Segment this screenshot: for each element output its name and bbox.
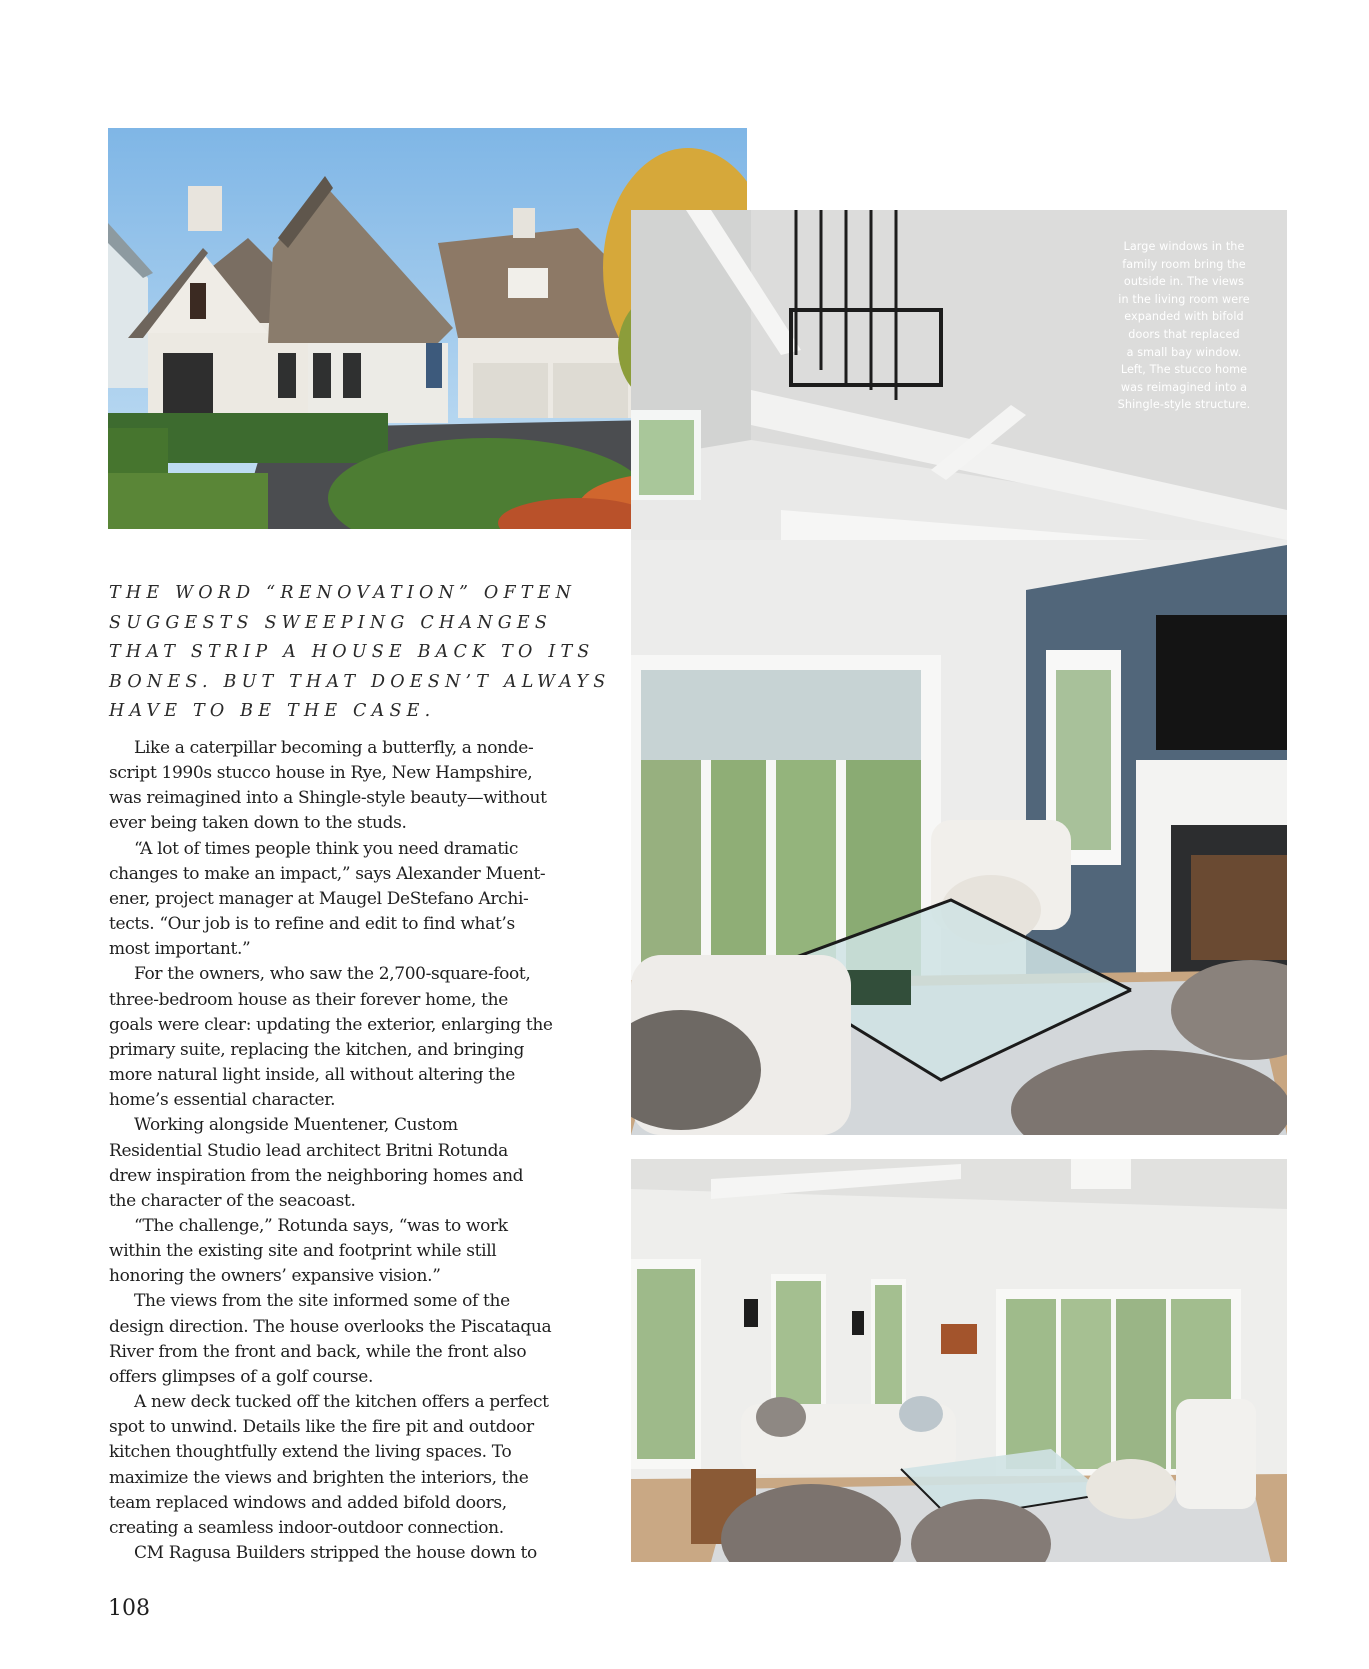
living-room-photo [631,1159,1287,1562]
caption-line: doors that replaced [1128,327,1240,341]
body-line: offers glimpses of a golf course. [109,1366,373,1387]
caption-line: was reimagined into a [1120,380,1248,394]
caption-line: family room bring the [1122,257,1246,271]
body-line: changes to make an impact,” says Alexander Muent- [109,863,546,884]
body-line: goals were clear: updating the exterior, enlarging the [109,1014,553,1035]
body-line: creating a seamless indoor-outdoor connection. [109,1517,504,1538]
body-line: script 1990s stucco house in Rye, New Hampshire, [109,763,533,784]
body-line: CM Ragusa Builders stripped the house down to [134,1543,537,1563]
lede-line: BONES. BUT THAT DOESN’T ALWAYS [109,671,611,692]
article-body [109,736,609,1566]
body-line: most important.” [109,939,251,960]
body-line: was reimagined into a Shingle-style beauty—without [109,788,547,809]
body-line: the character of the seacoast. [109,1190,356,1211]
page-number: 108 [108,1596,150,1621]
body-line: kitchen thoughtfully extend the living spaces. To [109,1442,512,1463]
body-line: “A lot of times people think you need dramatic [134,838,519,859]
lede-line: THAT STRIP A HOUSE BACK TO ITS [109,642,595,663]
photo-caption [1104,238,1264,414]
caption-line: Shingle-style structure. [1117,398,1251,412]
body-line: River from the front and back, while the front also [109,1341,527,1362]
body-line: maximize the views and brighten the interiors, the [109,1467,529,1488]
caption-line: expanded with bifold [1124,310,1244,324]
body-line: “The challenge,” Rotunda says, “was to work [134,1215,508,1236]
body-line: Like a caterpillar becoming a butterfly, a nonde- [134,738,534,758]
lede-line: SUGGESTS SWEEPING CHANGES [109,612,553,633]
caption-line: Large windows in the [1123,240,1245,253]
article-lede [109,579,609,727]
body-line: ever being taken down to the studs. [109,813,407,834]
body-line: Working alongside Muentener, Custom [134,1115,458,1136]
body-line: team replaced windows and added bifold doors, [109,1492,507,1513]
caption-line: outside in. The views [1123,275,1245,289]
caption-line: a small bay window. [1126,345,1242,359]
lede-line: THE WORD “RENOVATION” OFTEN [109,583,577,603]
body-line: Residential Studio lead architect Britni Rotunda [109,1140,508,1161]
body-line: A new deck tucked off the kitchen offers a perfect [134,1392,549,1413]
body-line: tects. “Our job is to refine and edit to find what’s [109,914,515,935]
body-line: spot to unwind. Details like the fire pit and outdoor [109,1417,534,1438]
caption-line: in the living room were [1118,292,1250,306]
body-line: home’s essential character. [109,1090,336,1111]
caption-line: Left, The stucco home [1120,363,1248,377]
body-line: three-bedroom house as their forever home, the [109,989,508,1010]
lede-line: HAVE TO BE THE CASE. [109,701,436,722]
body-line: The views from the site informed some of the [134,1291,510,1312]
body-line: ener, project manager at Maugel DeStefano Archi- [109,888,529,909]
body-line: more natural light inside, all without altering the [109,1065,516,1086]
body-line: within the existing site and footprint while still [109,1241,497,1262]
body-line: primary suite, replacing the kitchen, and bringing [109,1039,524,1060]
body-line: For the owners, who saw the 2,700-square-foot, [134,964,531,985]
body-line: drew inspiration from the neighboring homes and [109,1165,524,1186]
body-line: honoring the owners’ expansive vision.” [109,1266,441,1287]
body-line: design direction. The house overlooks the Piscataqua [109,1316,552,1337]
